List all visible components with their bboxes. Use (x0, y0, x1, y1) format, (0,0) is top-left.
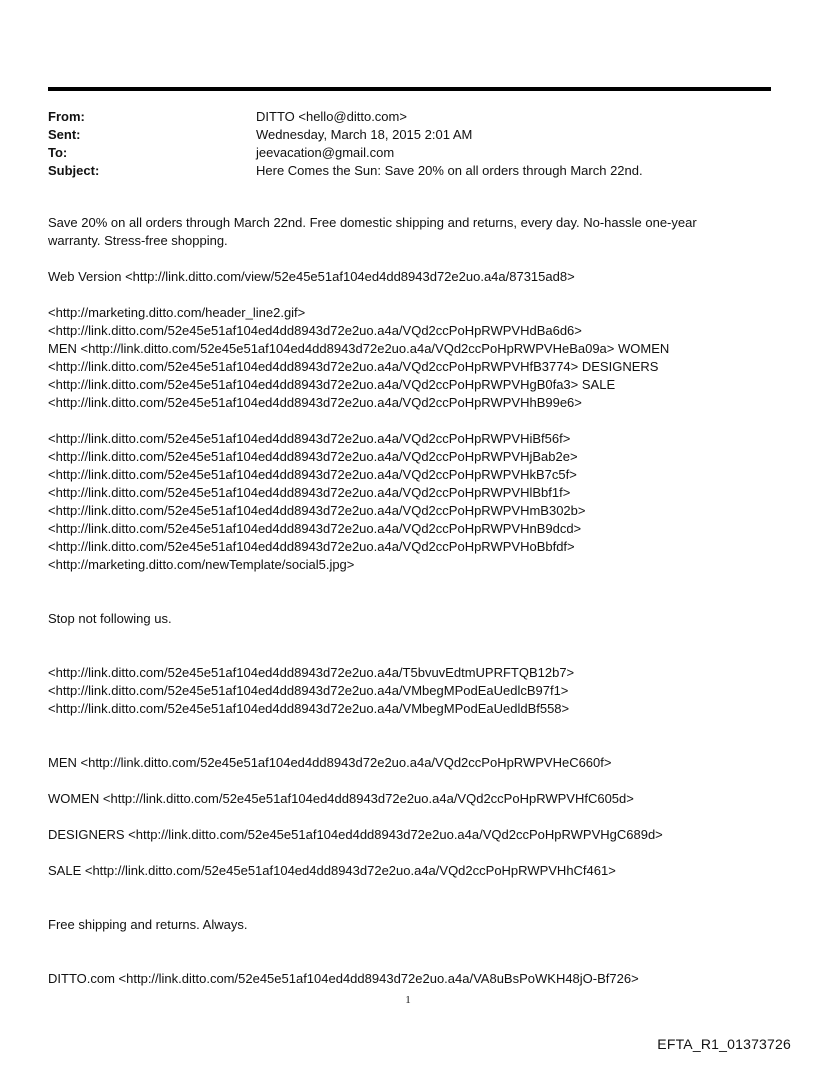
nav-line[interactable]: <http://link.ditto.com/52e45e51af104ed4dd8943d72e2uo.a4a/VQd2ccPoHpRWPVHdBa6d6> (48, 323, 582, 338)
sale-link[interactable]: SALE <http://link.ditto.com/52e45e51af104ed4dd8943d72e2uo.a4a/VQd2ccPoHpRWPVHhCf461> (48, 863, 616, 878)
email-body (48, 214, 738, 1006)
sent-value: Wednesday, March 18, 2015 2:01 AM (256, 127, 473, 142)
nav-line[interactable]: <http://link.ditto.com/52e45e51af104ed4dd8943d72e2uo.a4a/VQd2ccPoHpRWPVHhB99e6> (48, 395, 582, 410)
women-link[interactable]: WOMEN <http://link.ditto.com/52e45e51af104ed4dd8943d72e2uo.a4a/VQd2ccPoHpRWPVHfC605d> (48, 791, 634, 806)
nav-line[interactable]: <http://link.ditto.com/52e45e51af104ed4dd8943d72e2uo.a4a/VQd2ccPoHpRWPVHgB0fa3> SALE (48, 377, 616, 392)
ditto-link[interactable]: DITTO.com <http://link.ditto.com/52e45e51af104ed4dd8943d72e2uo.a4a/VA8uBsPoWKH48jO-Bf726> (48, 971, 639, 986)
nav-line[interactable]: MEN <http://link.ditto.com/52e45e51af104ed4dd8943d72e2uo.a4a/VQd2ccPoHpRWPVHeBa09a> WOMEN (48, 341, 670, 356)
nav-links (48, 304, 738, 412)
subject-label: Subject: (48, 163, 100, 178)
social-links (48, 664, 738, 718)
from-value: DITTO <hello@ditto.com> (256, 109, 407, 124)
free-shipping-text: Free shipping and returns. Always. (48, 917, 248, 932)
product-line[interactable]: <http://link.ditto.com/52e45e51af104ed4dd8943d72e2uo.a4a/VQd2ccPoHpRWPVHoBbfdf> (48, 539, 575, 554)
product-line[interactable]: <http://link.ditto.com/52e45e51af104ed4dd8943d72e2uo.a4a/VQd2ccPoHpRWPVHkB7c5f> (48, 467, 577, 482)
product-line[interactable]: <http://link.ditto.com/52e45e51af104ed4dd8943d72e2uo.a4a/VQd2ccPoHpRWPVHnB9dcd> (48, 521, 582, 536)
sent-row (48, 126, 643, 144)
to-value: jeevacation@gmail.com (256, 145, 395, 160)
social-line[interactable]: <http://link.ditto.com/52e45e51af104ed4dd8943d72e2uo.a4a/T5bvuvEdtmUPRFTQB12b7> (48, 665, 575, 680)
product-links (48, 430, 738, 574)
nav-line[interactable]: <http://marketing.ditto.com/header_line2.gif> (48, 305, 306, 320)
product-line[interactable]: <http://link.ditto.com/52e45e51af104ed4dd8943d72e2uo.a4a/VQd2ccPoHpRWPVHiBf56f> (48, 431, 571, 446)
nav-line[interactable]: <http://link.ditto.com/52e45e51af104ed4dd8943d72e2uo.a4a/VQd2ccPoHpRWPVHfB3774> DESIGNERS (48, 359, 659, 374)
sent-label: Sent: (48, 127, 81, 142)
product-line[interactable]: <http://link.ditto.com/52e45e51af104ed4dd8943d72e2uo.a4a/VQd2ccPoHpRWPVHmB302b> (48, 503, 586, 518)
from-row (48, 108, 643, 126)
bates-number: EFTA_R1_01373726 (657, 1036, 791, 1052)
product-line[interactable]: <http://marketing.ditto.com/newTemplate/social5.jpg> (48, 557, 355, 572)
to-row (48, 144, 643, 162)
stop-following-text: Stop not following us. (48, 611, 172, 626)
intro-paragraph: Save 20% on all orders through March 22nd. Free domestic shipping and returns, every day. No-hassle one-year warranty. Stress-free shopping. (48, 215, 697, 248)
men-link[interactable]: MEN <http://link.ditto.com/52e45e51af104ed4dd8943d72e2uo.a4a/VQd2ccPoHpRWPVHeC660f> (48, 755, 612, 770)
to-label: To: (48, 145, 68, 160)
page-number: 1 (405, 994, 411, 1006)
product-line[interactable]: <http://link.ditto.com/52e45e51af104ed4dd8943d72e2uo.a4a/VQd2ccPoHpRWPVHlBbf1f> (48, 485, 571, 500)
designers-link[interactable]: DESIGNERS <http://link.ditto.com/52e45e51af104ed4dd8943d72e2uo.a4a/VQd2ccPoHpRWPVHgC689d> (48, 827, 663, 842)
subject-value: Here Comes the Sun: Save 20% on all orders through March 22nd. (256, 163, 643, 178)
product-line[interactable]: <http://link.ditto.com/52e45e51af104ed4dd8943d72e2uo.a4a/VQd2ccPoHpRWPVHjBab2e> (48, 449, 578, 464)
social-line[interactable]: <http://link.ditto.com/52e45e51af104ed4dd8943d72e2uo.a4a/VMbegMPodEaUedldBf558> (48, 701, 570, 716)
from-label: From: (48, 109, 85, 124)
header-rule (48, 87, 771, 91)
social-line[interactable]: <http://link.ditto.com/52e45e51af104ed4dd8943d72e2uo.a4a/VMbegMPodEaUedlcB97f1> (48, 683, 569, 698)
email-header (48, 108, 643, 180)
web-version-link[interactable]: Web Version <http://link.ditto.com/view/52e45e51af104ed4dd8943d72e2uo.a4a/87315ad8> (48, 269, 575, 284)
subject-row (48, 162, 643, 180)
